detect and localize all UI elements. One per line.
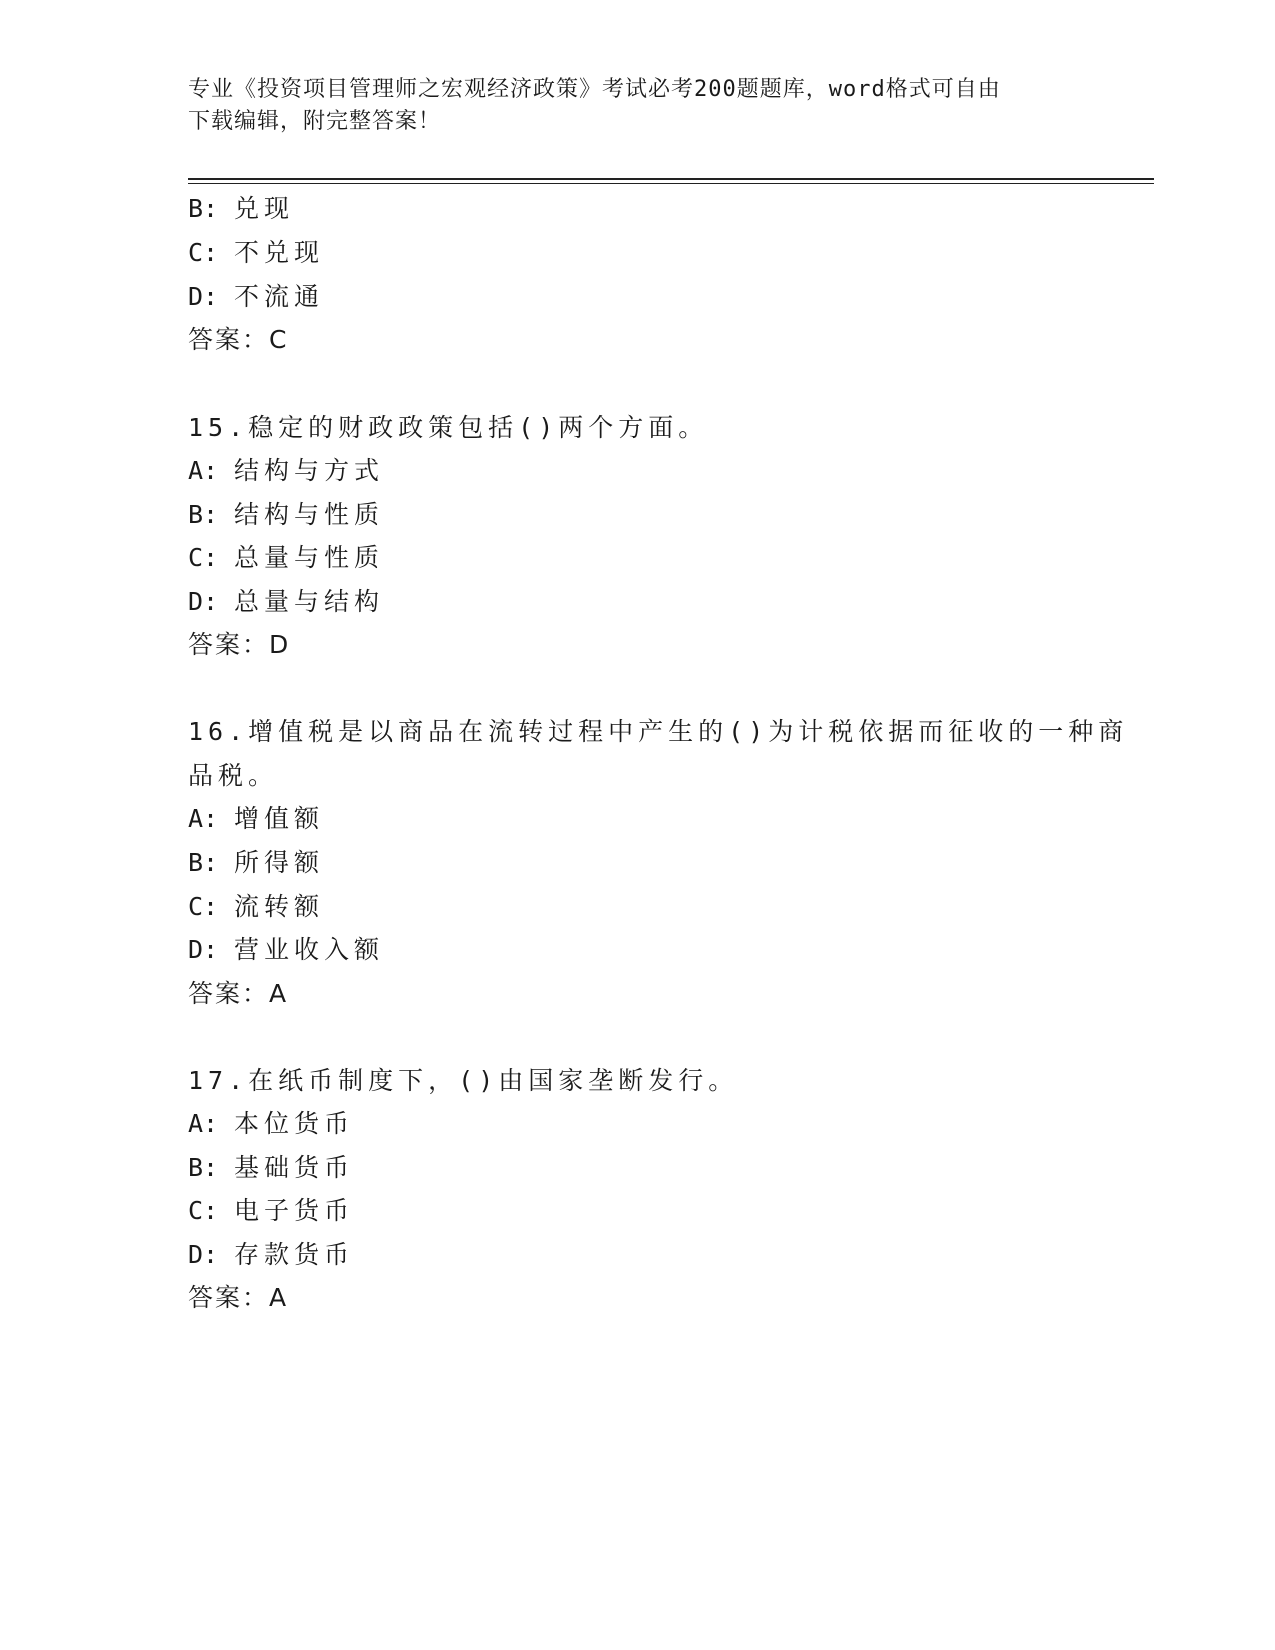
option-b: B: 结构与性质 [188, 500, 385, 529]
option-d: D: 营业收入额 [188, 935, 385, 964]
option-d: D: 总量与结构 [188, 587, 385, 616]
question-17-stem: 17.在纸币制度下，()由国家垄断发行。 [188, 1066, 739, 1095]
header-divider [188, 178, 1154, 180]
document-header [188, 74, 1088, 138]
option-a: A: 本位货币 [188, 1109, 355, 1138]
answer: 答案：D [188, 630, 291, 659]
option-d: D: 不流通 [188, 282, 325, 311]
option-c: C: 总量与性质 [188, 543, 385, 572]
header-divider-thin [188, 183, 1154, 184]
question-16-stem: 16.增值税是以商品在流转过程中产生的()为计税依据而征收的一种商 [188, 717, 1129, 746]
question-15-stem: 15.稳定的财政政策包括()两个方面。 [188, 413, 709, 442]
header-line-1: 专业《投资项目管理师之宏观经济政策》考试必考200题题库，word格式可自由 [188, 77, 1001, 102]
header-line-2: 下载编辑，附完整答案！ [188, 109, 442, 134]
option-b: B: 兑现 [188, 194, 295, 223]
option-c: C: 流转额 [188, 892, 325, 921]
option-d: D: 存款货币 [188, 1240, 355, 1269]
question-16-stem-cont: 品税。 [188, 761, 279, 790]
option-a: A: 增值额 [188, 804, 325, 833]
option-b: B: 所得额 [188, 848, 325, 877]
answer: 答案：A [188, 1283, 289, 1312]
option-c: C: 电子货币 [188, 1196, 355, 1225]
answer: 答案：A [188, 979, 289, 1008]
option-b: B: 基础货币 [188, 1153, 355, 1182]
answer: 答案：C [188, 325, 289, 354]
option-a: A: 结构与方式 [188, 456, 385, 485]
option-c: C: 不兑现 [188, 238, 325, 267]
